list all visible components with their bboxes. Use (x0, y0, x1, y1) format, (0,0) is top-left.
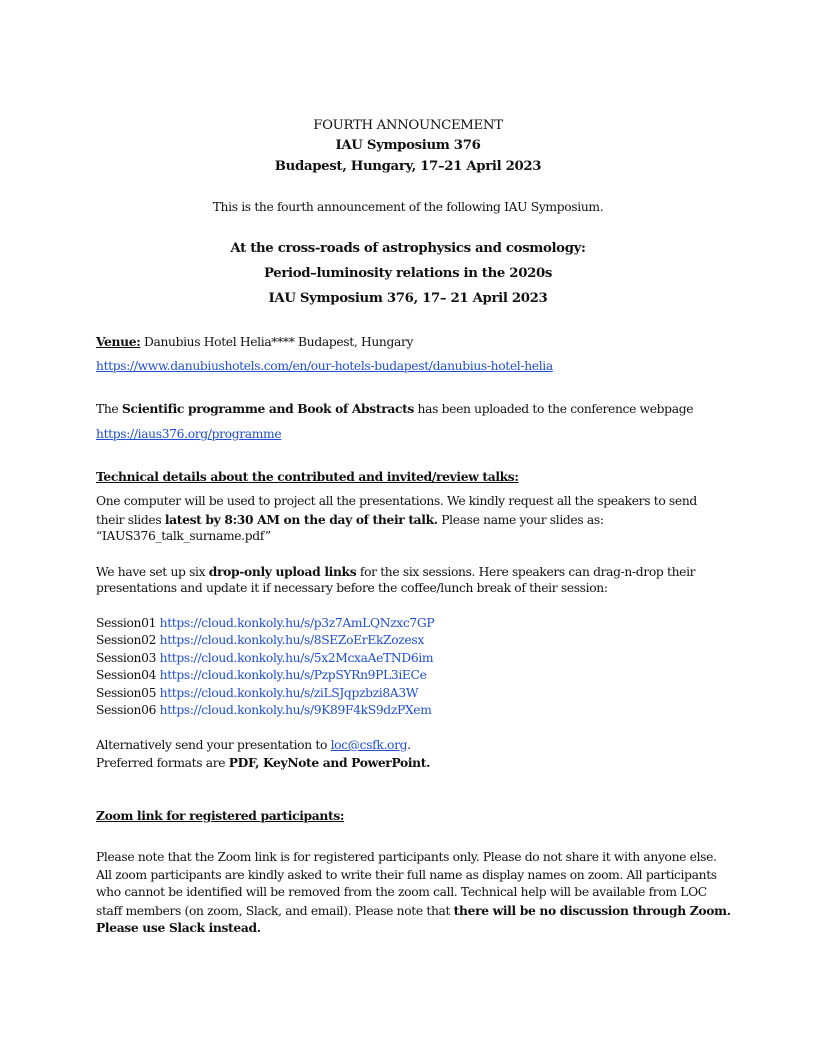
session-link[interactable]: https://cloud.konkoly.hu/s/5x2McxaAeTND6im (159, 651, 434, 665)
session-row (96, 668, 427, 682)
technical-p2-line1 (96, 564, 695, 579)
session-row (96, 651, 433, 665)
symposium-title-line3: IAU Symposium 376, 17– 21 April 2023 (268, 291, 548, 306)
session-link[interactable]: https://cloud.konkoly.hu/s/9K89F4kS9dzPXem (159, 703, 432, 717)
session-link[interactable]: https://cloud.konkoly.hu/s/ziLSJqpzbzi8A3W (159, 686, 419, 700)
location-date: Budapest, Hungary, 17–21 April 2023 (274, 159, 542, 174)
formats-pre: Preferred formats are (96, 756, 229, 770)
technical-p2-line1-post: for the six sessions. Here speakers can drag-n-drop their (356, 565, 696, 579)
technical-p1-line2-pre: their slides (96, 513, 165, 527)
venue-line (96, 334, 413, 349)
technical-p2-line1-bold: drop-only upload links (208, 564, 357, 579)
zoom-line4-pre: staff members (on zoom, Slack, and email). Please note that (96, 904, 454, 918)
symposium-title-line2: Period–luminosity relations in the 2020s (263, 266, 553, 281)
announcement-heading: FOURTH ANNOUNCEMENT (313, 118, 503, 133)
zoom-line3: who cannot be identified will be removed from the zoom call. Technical help will be available from LOC (96, 885, 707, 899)
venue-link-line (96, 359, 553, 373)
technical-p1-line2-post: Please name your slides as: (437, 513, 604, 527)
loc-email-link[interactable]: loc@csfk.org (330, 738, 408, 752)
venue-link[interactable]: https://www.danubiushotels.com/en/our-hotels-budapest/danubius-hotel-helia (96, 359, 553, 373)
programme-post: has been uploaded to the conference webpage (414, 402, 694, 416)
technical-p1-line1: One computer will be used to project all the presentations. We kindly request all the speakers to send (96, 494, 697, 508)
venue-text: Danubius Hotel Helia**** Budapest, Hungary (140, 335, 414, 349)
session-label: Session02 (96, 633, 157, 647)
programme-line (96, 401, 693, 416)
zoom-heading: Zoom link for registered participants: (96, 808, 345, 823)
session-row (96, 633, 424, 647)
alternative-post: . (407, 738, 411, 752)
session-row (96, 703, 432, 717)
programme-link-line (96, 427, 281, 441)
programme-bold: Scientific programme and Book of Abstracts (121, 401, 414, 416)
zoom-line5: Please use Slack instead. (96, 920, 261, 935)
venue-label: Venue: (96, 334, 141, 349)
session-link[interactable]: https://cloud.konkoly.hu/s/PzpSYRn9PL3iECe (159, 668, 427, 682)
session-label: Session06 (96, 703, 157, 717)
session-label: Session04 (96, 668, 157, 682)
zoom-line4 (96, 903, 731, 918)
programme-pre: The (96, 402, 122, 416)
zoom-line4-bold: there will be no discussion through Zoom. (453, 903, 731, 918)
technical-p1-line2 (96, 512, 604, 527)
formats-bold: PDF, KeyNote and PowerPoint. (228, 755, 431, 770)
alternative-line2 (96, 755, 430, 770)
programme-link[interactable]: https://iaus376.org/programme (96, 427, 282, 441)
technical-p1-line3: “IAUS376_talk_surname.pdf” (96, 529, 271, 543)
technical-heading: Technical details about the contributed and invited/review talks: (96, 469, 519, 484)
session-label: Session03 (96, 651, 157, 665)
session-row (96, 616, 434, 630)
symposium-title-line1: At the cross-roads of astrophysics and cosmology: (230, 241, 586, 256)
technical-p2-line1-pre: We have set up six (96, 565, 209, 579)
intro-text: This is the fourth announcement of the following IAU Symposium. (212, 200, 604, 214)
technical-p1-line2-bold: latest by 8:30 AM on the day of their talk. (164, 512, 438, 527)
session-label: Session05 (96, 686, 157, 700)
alternative-line1 (96, 738, 411, 752)
session-link[interactable]: https://cloud.konkoly.hu/s/8SEZoErEkZozesx (159, 633, 424, 647)
zoom-line2: All zoom participants are kindly asked to write their full name as display names on zoom. All participants (96, 868, 717, 882)
session-link[interactable]: https://cloud.konkoly.hu/s/p3z7AmLQNzxc7GP (159, 616, 435, 630)
alternative-pre: Alternatively send your presentation to (96, 738, 331, 752)
session-row (96, 686, 418, 700)
technical-p2-line2: presentations and update it if necessary before the coffee/lunch break of their session: (96, 581, 608, 595)
zoom-line1: Please note that the Zoom link is for registered participants only. Please do not share it with anyone else. (96, 850, 717, 864)
symposium-number: IAU Symposium 376 (335, 138, 481, 153)
session-label: Session01 (96, 616, 157, 630)
